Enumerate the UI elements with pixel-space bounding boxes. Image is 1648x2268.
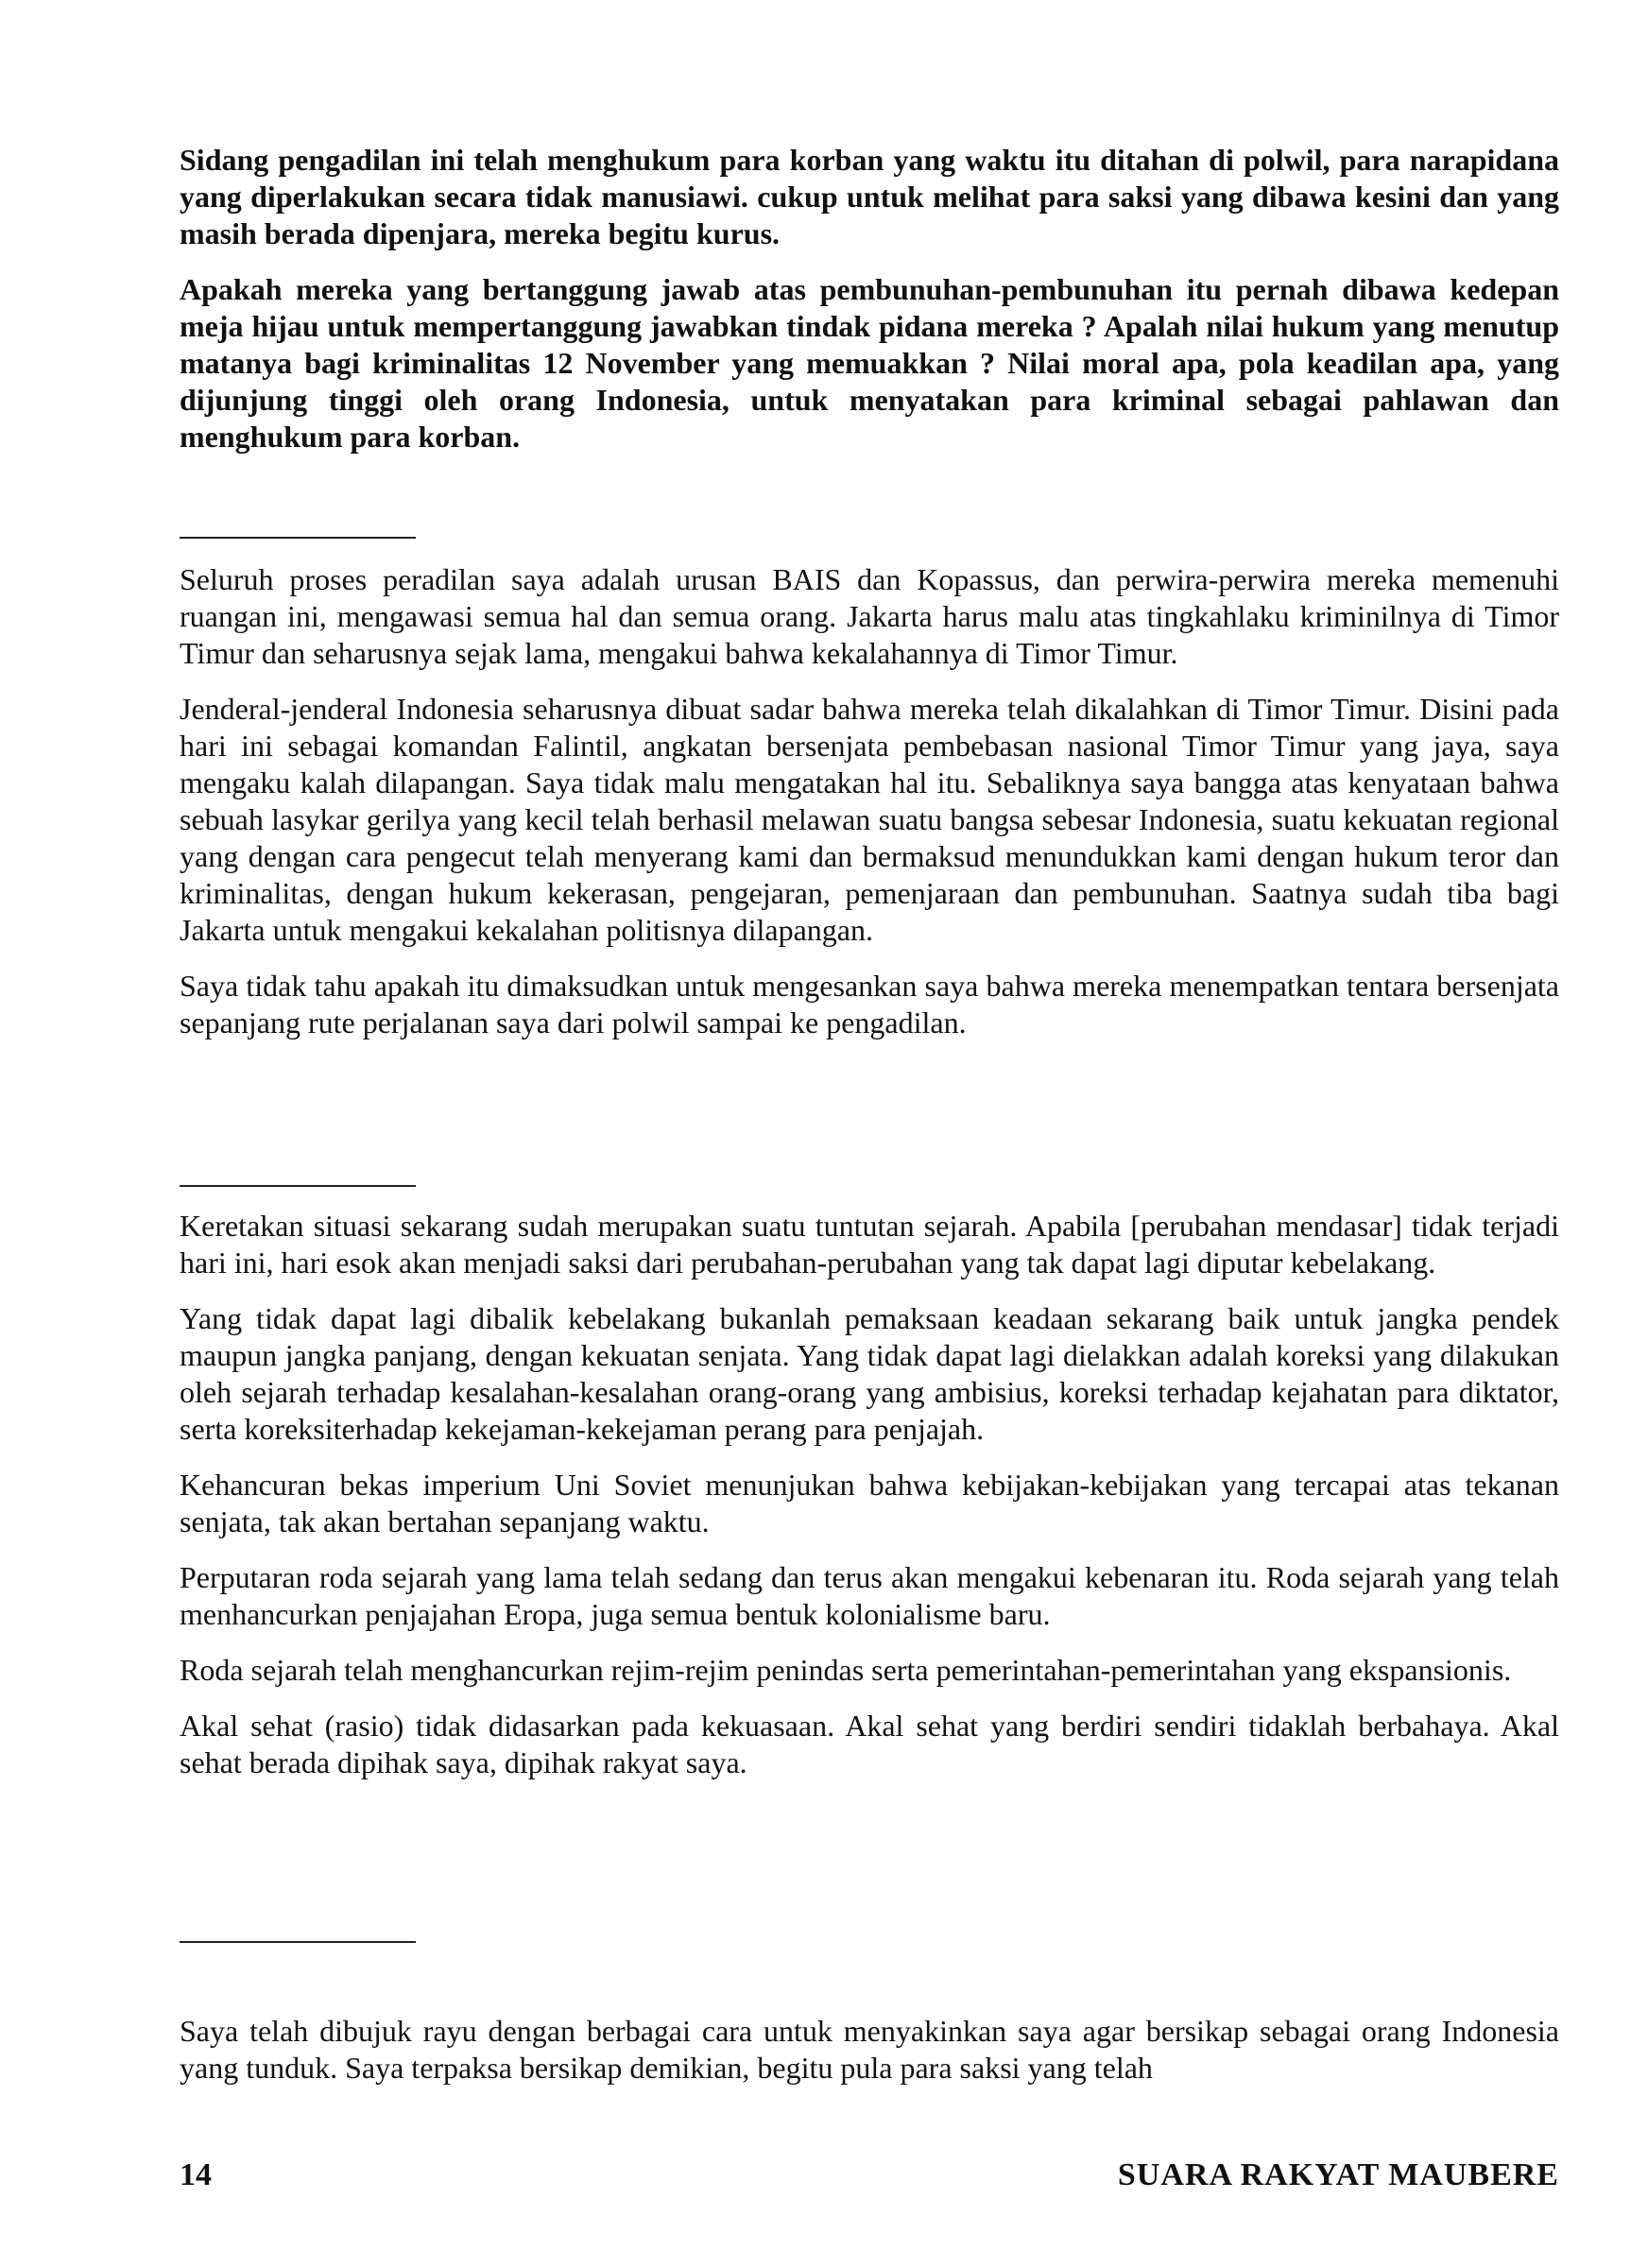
paragraph: Apakah mereka yang bertanggung jawab atas pembunuhan-pembunuhan itu pernah dibawa kedepan meja hijau untuk mempertanggung jawabkan tindak pidana mereka ? Apalah nilai hukum yang menutup matanya bagi kriminalitas 12 November yang memuakkan ? Nilai moral apa, pola keadilan apa, yang dijunjung tinggi oleh orang Indonesia, untuk menyatakan para kriminal sebagai pahlawan dan menghukum para korban. xyxy=(180,272,1559,454)
section-2 xyxy=(180,561,1559,1060)
page-number: 14 xyxy=(180,2157,212,2192)
paragraph: Akal sehat (rasio) tidak didasarkan pada kekuasaan. Akal sehat yang berdiri sendiri tidaklah berbahaya. Akal sehat berada dipihak saya, dipihak rakyat saya. xyxy=(180,1709,1559,1779)
paragraph: Yang tidak dapat lagi dibalik kebelakang bukanlah pemaksaan keadaan sekarang baik untuk jangka pendek maupun jangka panjang, dengan kekuatan senjata. Yang tidak dapat lagi dielakkan adalah koreksi yang dilakukan oleh sejarah terhadap kesalahan-kesalahan orang-orang yang ambisius, koreksi terhadap kejahatan para diktator, serta koreksiterhadap kekejaman-kekejaman perang para penjajah. xyxy=(180,1301,1559,1446)
section-divider xyxy=(180,537,416,539)
paragraph: Keretakan situasi sekarang sudah merupakan suatu tuntutan sejarah. Apabila [perubahan mendasar] tidak terjadi hari ini, hari esok akan menjadi saksi dari perubahan-perubahan yang tak dapat lagi diputar kebelakang. xyxy=(180,1209,1559,1280)
paragraph: Roda sejarah telah menghancurkan rejim-rejim penindas serta pemerintahan-pemerintahan yang ekspansionis. xyxy=(180,1653,1512,1687)
paragraph: Perputaran roda sejarah yang lama telah sedang dan terus akan mengakui kebenaran itu. Roda sejarah yang telah menhancurkan penjajahan Eropa, juga semua bentuk kolonialisme baru. xyxy=(180,1560,1559,1631)
section-divider xyxy=(180,1185,416,1187)
paragraph: Kehancuran bekas imperium Uni Soviet menunjukan bahwa kebijakan-kebijakan yang tercapai atas tekanan senjata, tak akan bertahan sepanjang waktu. xyxy=(180,1468,1559,1538)
section-1 xyxy=(180,142,1559,474)
running-title: SUARA RAKYAT MAUBERE xyxy=(1117,2157,1559,2192)
page-footer xyxy=(180,2156,1559,2194)
section-divider xyxy=(180,1941,416,1943)
section-3 xyxy=(180,1208,1559,1800)
paragraph: Saya telah dibujuk rayu dengan berbagai cara untuk menyakinkan saya agar bersikap sebagai orang Indonesia yang tunduk. Saya terpaksa bersikap demikian, begitu pula para saksi yang telah xyxy=(180,2014,1559,2085)
paragraph: Sidang pengadilan ini telah menghukum para korban yang waktu itu ditahan di polwil, para narapidana yang diperlakukan secara tidak manusiawi. cukup untuk melihat para saksi yang dibawa kesini dan yang masih berada dipenjara, mereka begitu kurus. xyxy=(180,143,1559,250)
section-4 xyxy=(180,2013,1559,2105)
paragraph: Saya tidak tahu apakah itu dimaksudkan untuk mengesankan saya bahwa mereka menempatkan tentara bersenjata sepanjang rute perjalanan saya dari polwil sampai ke pengadilan. xyxy=(180,969,1559,1040)
paragraph: Seluruh proses peradilan saya adalah urusan BAIS dan Kopassus, dan perwira-perwira mereka memenuhi ruangan ini, mengawasi semua hal dan semua orang. Jakarta harus malu atas tingkahlaku kriminilnya di Timor Timur dan seharusnya sejak lama, mengakui bahwa kekalahannya di Timor Timur. xyxy=(180,562,1559,670)
paragraph: Jenderal-jenderal Indonesia seharusnya dibuat sadar bahwa mereka telah dikalahkan di Timor Timur. Disini pada hari ini sebagai komandan Falintil, angkatan bersenjata pembebasan nasional Timor Timur yang jaya, saya mengaku kalah dilapangan. Saya tidak malu mengatakan hal itu. Sebaliknya saya bangga atas kenyataan bahwa sebuah lasykar gerilya yang kecil telah berhasil melawan suatu bangsa sebesar Indonesia, suatu kekuatan regional yang dengan cara pengecut telah menyerang kami dan bermaksud menundukkan kami dengan hukum teror dan kriminalitas, dengan hukum kekerasan, pengejaran, pemenjaraan dan pembunuhan. Saatnya sudah tiba bagi Jakarta untuk mengakui kekalahan politisnya dilapangan. xyxy=(180,692,1559,947)
